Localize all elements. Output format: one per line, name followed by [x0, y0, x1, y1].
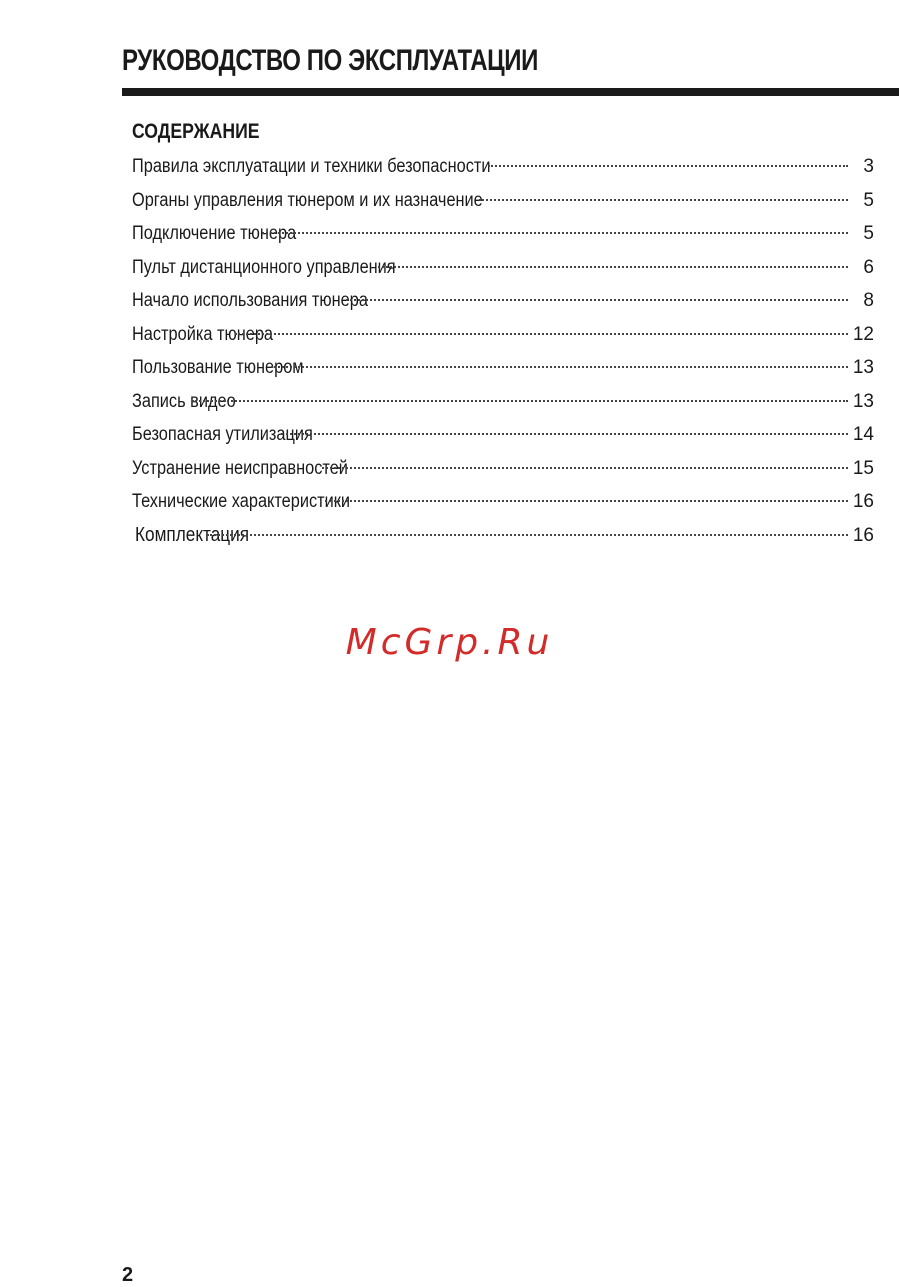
toc-item-label: Пульт дистанционного управления — [132, 256, 396, 278]
toc-item-page: 12 — [852, 323, 874, 345]
toc-leader-dots — [235, 332, 848, 335]
toc-item-label: Начало использования тюнера — [132, 290, 368, 311]
toc-item[interactable] — [132, 318, 874, 352]
toc-leader-dots — [192, 399, 848, 402]
toc-item-label: Безопасная утилизация — [132, 424, 313, 445]
toc-item[interactable] — [132, 452, 874, 486]
toc-leader-dots — [488, 164, 848, 167]
watermark: McGrp.Ru — [345, 622, 554, 663]
toc-item[interactable] — [132, 284, 874, 318]
toc-item[interactable] — [132, 150, 874, 184]
toc-leader-dots — [262, 231, 848, 234]
toc-item[interactable] — [132, 251, 874, 285]
toc-item-page: 5 — [863, 189, 874, 211]
toc-item-page: 15 — [852, 457, 874, 479]
toc-leader-dots — [207, 533, 848, 536]
toc-leader-dots — [325, 499, 848, 502]
toc-item-label: Правила эксплуатации и техники безопасности — [132, 156, 491, 177]
toc-item[interactable] — [132, 217, 874, 251]
toc-item-page: 16 — [852, 491, 874, 512]
toc-leader-dots — [378, 265, 848, 268]
toc-heading: СОДЕРЖАНИЕ — [132, 120, 260, 143]
toc-item-label: Запись видео — [132, 390, 236, 412]
toc-item-page: 3 — [863, 156, 874, 177]
toc-item-page: 5 — [863, 223, 874, 244]
toc-item[interactable] — [132, 351, 874, 385]
toc-item-label: Органы управления тюнером и их назначение — [132, 189, 483, 211]
toc-item-page: 13 — [852, 357, 874, 378]
page-number: 2 — [122, 1264, 134, 1286]
toc-leader-dots — [271, 365, 848, 368]
toc-item-page: 16 — [852, 524, 874, 546]
page-title: РУКОВОДСТВО ПО ЭКСПЛУАТАЦИИ — [122, 44, 538, 77]
title-rule — [122, 88, 899, 96]
toc-leader-dots — [322, 466, 848, 469]
toc-item-label: Комплектация — [135, 523, 250, 546]
toc-item-page: 13 — [852, 390, 874, 412]
toc-leader-dots — [346, 298, 848, 301]
table-of-contents — [132, 150, 874, 552]
toc-item-page: 6 — [863, 256, 874, 278]
toc-item-page: 14 — [852, 424, 874, 445]
toc-item[interactable] — [132, 385, 874, 419]
toc-item[interactable] — [132, 519, 874, 553]
toc-item-label: Устранение неисправностей — [132, 457, 348, 479]
toc-item[interactable] — [132, 485, 874, 519]
toc-item-label: Настройка тюнера — [132, 323, 274, 345]
toc-item-label: Пользование тюнером — [132, 357, 304, 378]
toc-leader-dots — [479, 198, 848, 201]
toc-item[interactable] — [132, 418, 874, 452]
toc-item[interactable] — [132, 184, 874, 218]
toc-item-label: Подключение тюнера — [132, 223, 297, 244]
toc-item-page: 8 — [863, 290, 874, 311]
toc-leader-dots — [281, 432, 848, 435]
toc-item-label: Технические характеристики — [132, 491, 351, 512]
